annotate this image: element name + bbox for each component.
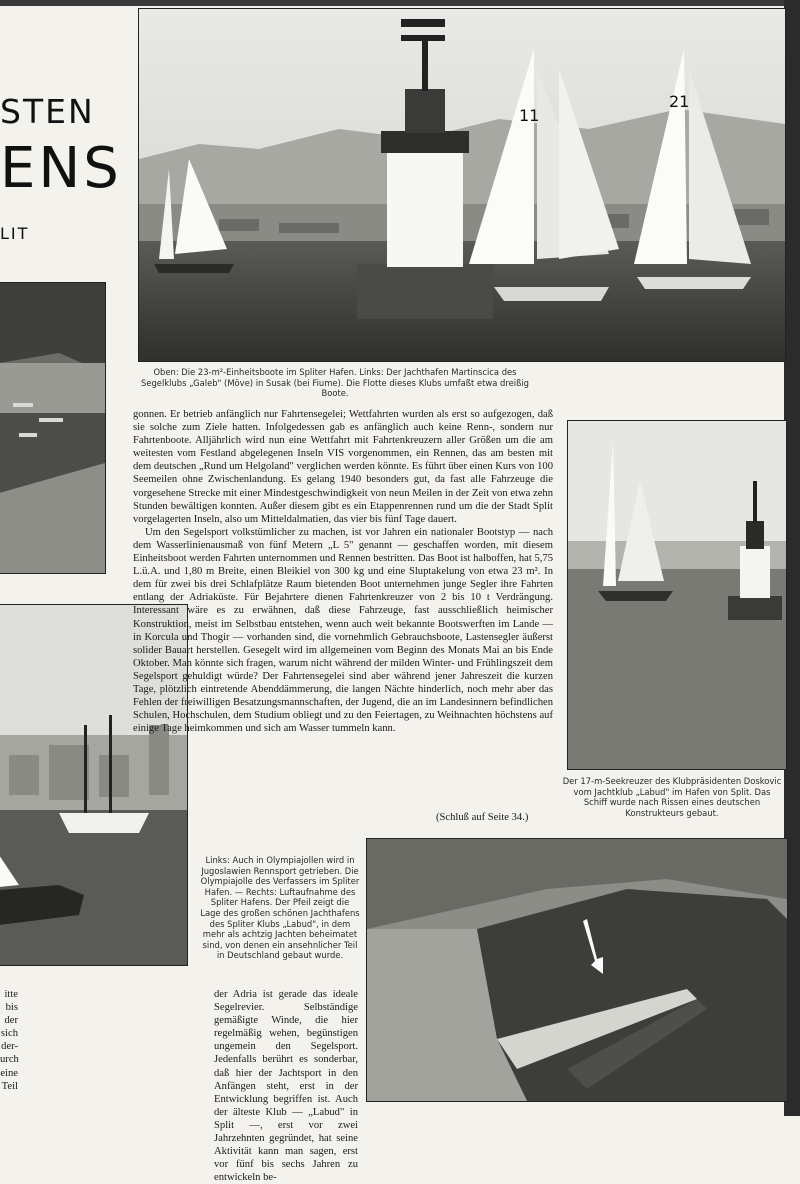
photo-aerial-split-harbor: [366, 838, 788, 1102]
fragment-line: sich: [0, 1028, 18, 1040]
headline-line-3: LIT: [0, 224, 30, 243]
headline-line-2: ENS: [0, 136, 122, 201]
sail-number-11: 11: [519, 106, 540, 125]
article-paragraph-bottom: der Adria ist gerade das ideale Segelrevier. Selbständige gemäßigte Winde, die hier regelmäßig wehen, begünstigen ungemein den Segelsport. Jedenfalls berührt es sonderbar, daß hier der Jachtsport in den Anfängen steht, erst in der Entwicklung begriffen ist. Auch der älteste Klub — „Labud" in Split —, erst vor zwei Jahrzehnten gegründet, hat seine Aktivität kann man sagen, erst vor fünf bis sechs Jahren zu entwickeln be-: [214, 989, 358, 1184]
sail-number-21: 21: [669, 92, 690, 111]
photo-sea-cruiser-labud: [567, 420, 787, 770]
fragment-line: der: [4, 1015, 18, 1027]
fragment-line: der-: [1, 1041, 18, 1053]
headline-line-1: STEN: [0, 92, 95, 131]
caption-top-photos: Oben: Die 23-m²-Einheitsboote im Spliter Hafen. Links: Der Jachthafen Martinscica des Segelklubs „Galeb" (Möve) in Susak (bei Fiume). Die Flotte dieses Klubs umfaßt etwa dreißig Boote.: [141, 367, 529, 399]
caption-olympiajolle-aerial: Links: Auch in Olympiajollen wird in Jugoslawien Rennsport getrieben. Die Olympiajolle des Verfassers im Spliter Hafen. — Rechts: Luftaufnahme des Spliter Hafens. Der Pfeil zeigt die Lage des großen schönen Jachthafens des Spliter Klubs „Labud", in dem mehr als achtzig Jachten beheimatet sind, von denen ein ansehnlicher Teil in Deutschland gebaut wurde.: [200, 855, 360, 961]
fragment-line: bis: [5, 1002, 18, 1014]
article-paragraph-1: gonnen. Er betrieb anfänglich nur Fahrtensegelei; Wettfahrten wurden als erst so aufgezogen, daß sie solche zum Ziele hatten. Infolgedessen gab es anfänglich auch keine Renn-, sondern nur Fahrtenboote. Alljährlich wird nun eine Wettfahrt mit Fahrtenkreuzern aller Größen um die am weitesten vom Festland abgelegenen Inseln VIS vorgenommen, ein Rennen, das am besten mit dem deutschen „Rund um Helgoland" verglichen werden könnte. Es führt über einen Kurs von 100 Seemeilen ohne Zwischenlandung. Es gelang 1940 besonders gut, da fast alle Fahrzeuge die vorgesehene Strecke mit einer Mindestgeschwindigkeit von neun Meilen in der Zeit von etwa zehn Stunden bewältigen konnten. Außer diesem gibt es ein Etappenrennen rund um die der Stadt Split vorgelagerten Inseln, also um Mitteldalmatien, das vier bis fünf Tage dauert.: [133, 409, 553, 525]
fragment-line: eine: [0, 1067, 18, 1079]
fragment-line: urch: [0, 1054, 19, 1066]
article-body-bottom: [214, 988, 358, 1184]
continued-note: (Schluß auf Seite 34.): [436, 812, 529, 823]
caption-sea-cruiser: Der 17-m-Seekreuzer des Klubpräsidenten Doskovic vom Jachtklub „Labud" im Hafen von Split. Das Schiff wurde nach Rissen eines deutschen Konstrukteurs gebaut.: [562, 776, 782, 818]
photo-regatta-split-harbor: [138, 8, 786, 362]
fragment-line: Teil: [1, 1080, 18, 1092]
photo-harbor-martinscica: [0, 282, 106, 574]
article-body-main: [133, 408, 553, 808]
left-column-fragments: [0, 988, 18, 1093]
article-paragraph-2: Um den Segelsport volkstümlicher zu machen, ist vor Jahren ein nationaler Bootstyp — nach dem Wasserlinienausmaß von fünf Metern „L 5" genannt — geschaffen worden, mit diesem Einheitsboot werden Fahrten unternommen und Rennen bestritten. Das Boot ist halboffen, hat 5,75 L.ü.A. und 1,80 m Breite, einen Bleikiel von 300 kg und eine Sluptakelung von etwa 23 m². In dem für zwei bis drei Schlafplätze Raum bietenden Boot unternehmen junge Segler ihre Fahrten entlang der Adriaküste. Für Bejahrtere dienen Fahrtenkreuzer von 2 bis 10 t Verdrängung. Interessant wäre es zu erwähnen, daß diese Fahrzeuge, fast ausschließlich heimischer Konstruktion, meist im Selbstbau entstehen, wenn auch weit bekannte Bootswerften im Lande — in Korcula und Thogir — vorhanden sind, die vornehmlich Gebrauchsboote, Lastensegler äußerst solider Bauart herstellen. Gesegelt wird im allgemeinen vom Beginn des Monats Mai an bis Ende Oktober. Man könnte sich fragen, warum nicht während der milden Winter- und Frühlingszeit dem Segelsport gehuldigt würde? Der Fahrtensegelei sind aber während jener Jahreszeit die kurzen Tage, plötzlich eintretende Abenddämmerung, die langen Nächte hinderlich, noch mehr aber das Fehlen der freiwilligen Besatzungsmannschaften, der Jugend, die an im Landesinnern befindlichen Schulen, Hochschulen, dem Studium obliegt und zu den Feiertagen, zu Weihnachten höchstens auf einige Tage heimkommen und sich am Wasser tummeln kann.: [133, 526, 553, 735]
fragment-line: itte: [4, 989, 18, 1000]
page-top-edge: [0, 0, 800, 6]
